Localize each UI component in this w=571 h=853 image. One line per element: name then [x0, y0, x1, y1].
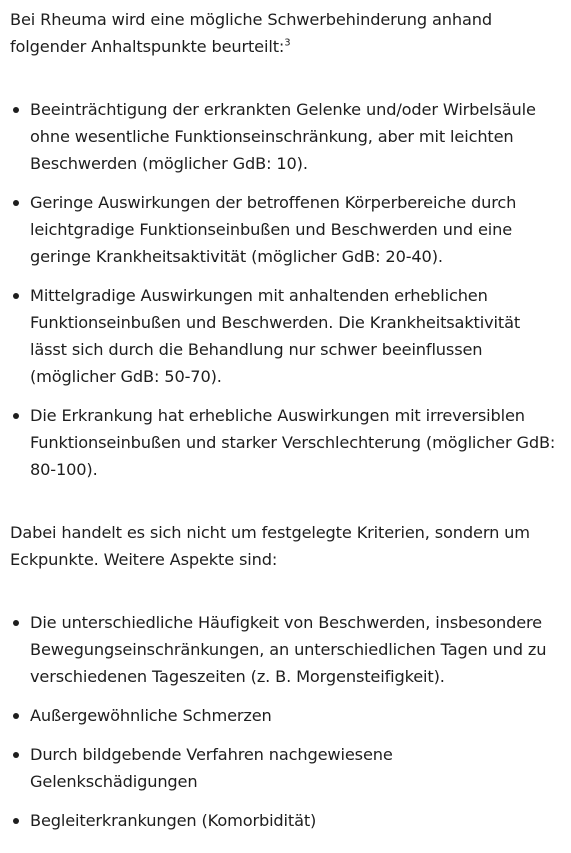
list-item-text: Mittelgradige Auswirkungen mit anhaltenden erheblichen Funktionseinbußen und Beschwerden. Die Krankheitsaktivität lässt sich durch die Behandlung nur schwer beeinflussen (möglicher GdB: 50-70). [30, 286, 521, 386]
list-item-text: Die Erkrankung hat erhebliche Auswirkungen mit irreversiblen Funktionseinbußen und starker Verschlechterung (möglicher GdB: 80-100). [30, 406, 556, 479]
list-item [10, 189, 561, 270]
bullet-icon [13, 200, 19, 206]
list-item [10, 741, 561, 795]
outro-paragraph: Dabei handelt es sich nicht um festgelegte Kriterien, sondern um Eckpunkte. Weitere Aspekte sind: [10, 523, 530, 569]
bullet-icon [13, 713, 19, 719]
list-item [10, 702, 561, 729]
list-item-text: Beeinträchtigung der erkrankten Gelenke und/oder Wirbelsäule ohne wesentliche Funktionseinschränkung, aber mit leichten Beschwerden (möglicher GdB: 10). [30, 100, 536, 173]
bullet-icon [13, 620, 19, 626]
footnote-reference[interactable]: 3 [284, 37, 291, 49]
list-item [10, 609, 561, 690]
aspects-list [10, 609, 561, 834]
list-item [10, 96, 561, 177]
intro-text: Bei Rheuma wird eine mögliche Schwerbehinderung anhand folgender Anhaltspunkte beurteilt: [10, 10, 492, 56]
list-item [10, 402, 561, 483]
list-item-text: Geringe Auswirkungen der betroffenen Körperbereiche durch leichtgradige Funktionseinbußen und Beschwerden und eine geringe Krankheitsaktivität (möglicher GdB: 20-40). [30, 193, 517, 266]
list-item-text: Durch bildgebende Verfahren nachgewiesene Gelenkschädigungen [30, 745, 393, 791]
intro-paragraph [10, 6, 561, 60]
bullet-icon [13, 818, 19, 824]
list-item-text: Die unterschiedliche Häufigkeit von Beschwerden, insbesondere Bewegungseinschränkungen, an unterschiedlichen Tagen und zu verschiedenen Tageszeiten (z. B. Morgensteifigkeit). [30, 613, 547, 686]
bullet-icon [13, 752, 19, 758]
bullet-icon [13, 107, 19, 113]
list-item-text: Begleiterkrankungen (Komorbidität) [30, 811, 317, 830]
bullet-icon [13, 293, 19, 299]
criteria-list [10, 96, 561, 483]
list-item [10, 807, 561, 834]
bullet-icon [13, 413, 19, 419]
list-item-text: Außergewöhnliche Schmerzen [30, 706, 272, 725]
list-item [10, 282, 561, 390]
